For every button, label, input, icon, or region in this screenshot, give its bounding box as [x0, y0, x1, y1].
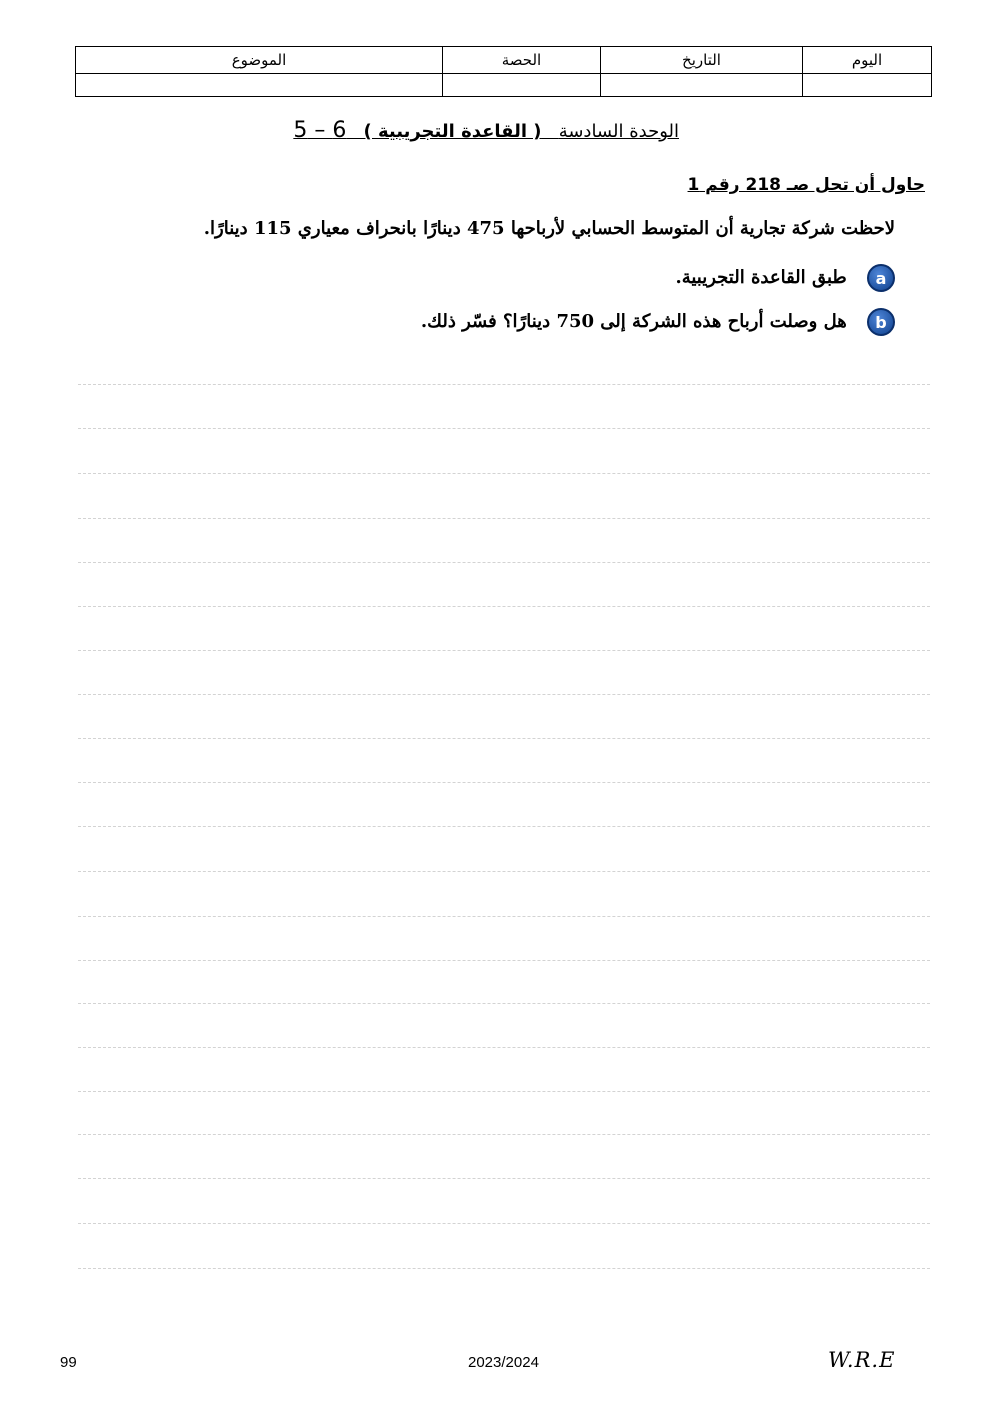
answer-line: [78, 1134, 930, 1135]
answer-line: [78, 694, 930, 695]
answer-line: [78, 650, 930, 651]
author-initials: W.R.E: [828, 1348, 896, 1372]
answer-line: [78, 1047, 930, 1048]
answer-line: [78, 473, 930, 474]
header-day: اليوم: [803, 47, 932, 74]
answer-line: [78, 1268, 930, 1269]
part-b: [421, 308, 895, 336]
unit-title: [293, 118, 679, 143]
answer-line: [78, 384, 930, 385]
header-entry-row: [76, 73, 932, 96]
header-subject: الموضوع: [76, 47, 443, 74]
footer-year: 2023/2024: [468, 1354, 539, 1371]
header-table: [75, 46, 932, 97]
answer-line: [78, 782, 930, 783]
answer-line: [78, 518, 930, 519]
answer-line: [78, 871, 930, 872]
header-date: التاريخ: [601, 47, 803, 74]
period-cell[interactable]: [443, 73, 601, 96]
answer-line: [78, 562, 930, 563]
answer-line: [78, 916, 930, 917]
answer-line: [78, 1003, 930, 1004]
answer-line: [78, 1223, 930, 1224]
header-row: [76, 47, 932, 74]
part-a-text: طبق القاعدة التجريبية.: [675, 267, 847, 288]
answer-line: [78, 738, 930, 739]
part-b-badge: b: [867, 308, 895, 336]
part-b-text: هل وصلت أرباح هذه الشركة إلى 750 دينارًا؟ فسّر ذلك.: [420, 311, 847, 332]
answer-line: [78, 960, 930, 961]
unit-prefix: الوحدة السادسة: [558, 121, 679, 142]
date-cell[interactable]: [601, 73, 803, 96]
page-number: 99: [60, 1354, 77, 1371]
answer-line: [78, 606, 930, 607]
part-a: [675, 264, 895, 292]
subject-cell[interactable]: [76, 73, 443, 96]
day-cell[interactable]: [803, 73, 932, 96]
lesson-number: 6 – 5: [293, 118, 347, 143]
part-a-badge: a: [867, 264, 895, 292]
problem-statement: لاحظت شركة تجارية أن المتوسط الحسابي لأرباحها 475 دينارًا بانحراف معياري 115 دينارًا.: [203, 218, 895, 239]
answer-line: [78, 1178, 930, 1179]
answer-line: [78, 428, 930, 429]
answer-line: [78, 1091, 930, 1092]
header-period: الحصة: [443, 47, 601, 74]
lesson-name: ( القاعدة التجريبية ): [363, 121, 542, 142]
exercise-title: حاول أن تحل صـ 218 رقم 1: [687, 175, 925, 195]
answer-line: [78, 826, 930, 827]
